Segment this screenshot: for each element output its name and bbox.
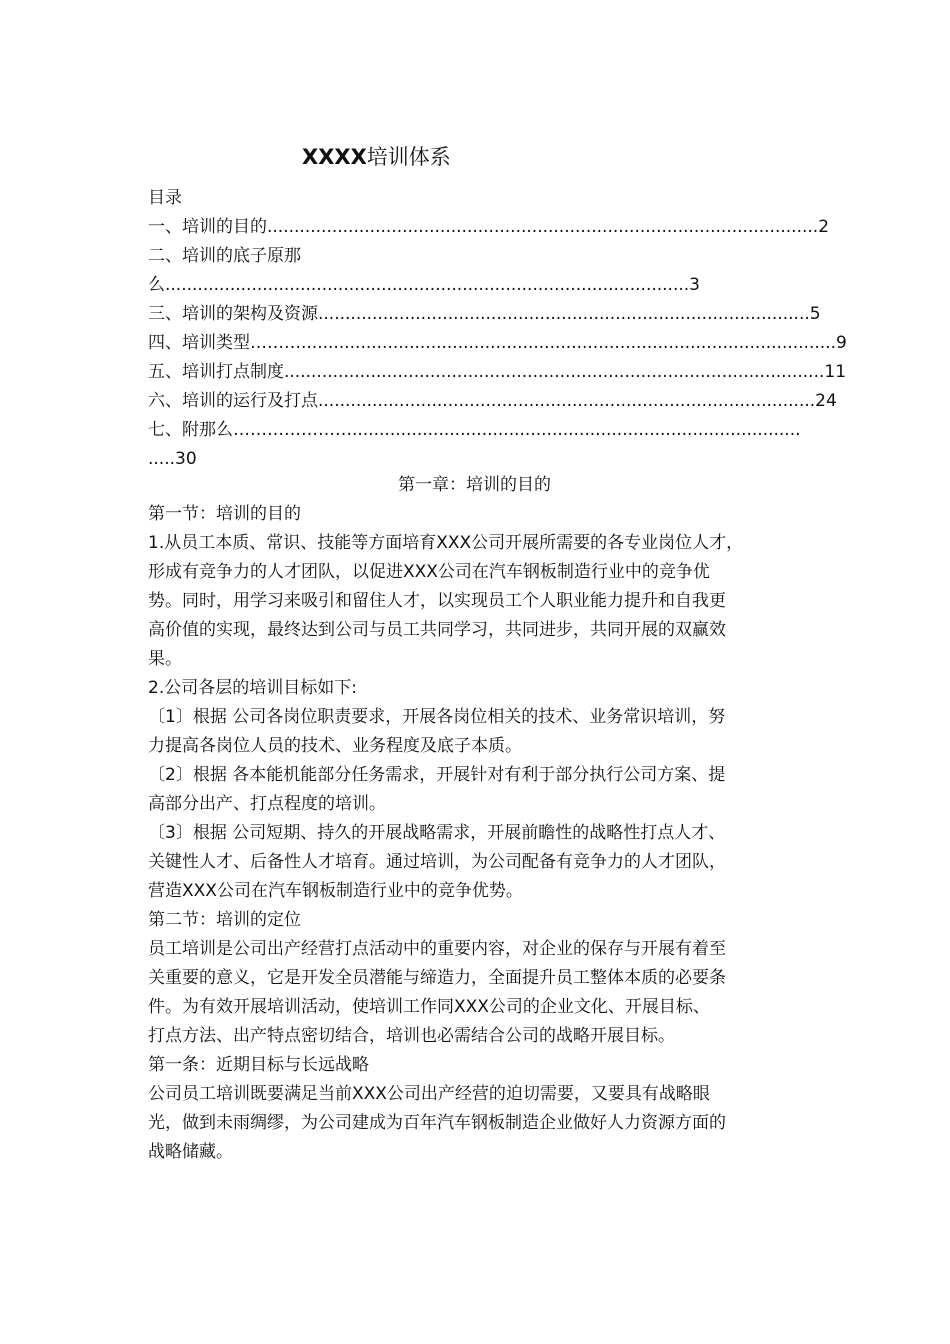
- section-heading: 第二节：培训的定位: [148, 910, 301, 930]
- paragraph-line: 关重要的意义，它是开发全员潜能与缔造力，全面提升员工整体本质的必要条: [148, 968, 726, 988]
- toc-entry-2a: 二、培训的底子原那: [148, 246, 301, 266]
- paragraph-line: 势。同时，用学习来吸引和留住人才，以实现员工个人职业能力提升和自我更: [148, 591, 726, 611]
- paragraph-line: 光，做到未雨绸缪，为公司建成为百年汽车钢板制造企业做好人力资源方面的: [148, 1113, 726, 1133]
- toc-entry-2b: 么.................................................................................................3: [148, 275, 700, 295]
- toc-entry-1: 一、培训的目的......................................................................................................2: [148, 217, 830, 237]
- document-title: [302, 142, 451, 172]
- paragraph-line: 〔3〕根据 公司短期、持久的开展战略需求，开展前瞻性的战略性打点人才、: [148, 823, 726, 843]
- paragraph-line: 力提高各岗位人员的技术、业务程度及底子本质。: [148, 736, 522, 756]
- paragraph-line: 2.公司各层的培训目标如下:: [148, 678, 357, 698]
- paragraph-line: 件。为有效开展培训活动，使培训工作同XXX公司的企业文化、开展目标、: [148, 997, 710, 1017]
- paragraph-line: 形成有竞争力的人才团队，以促进XXX公司在汽车钢板制造行业中的竞争优: [148, 562, 710, 582]
- paragraph-line: 员工培训是公司出产经营打点活动中的重要内容，对企业的保存与开展有着至: [148, 939, 726, 959]
- paragraph-line: 果。: [148, 649, 182, 669]
- paragraph-line: 1.从员工本质、常识、技能等方面培育XXX公司开展所需要的各专业岗位人才，: [148, 533, 744, 553]
- toc-entry-6: 六、培训的运行及打点............................................................................................24: [148, 391, 837, 411]
- section-heading: 第一节：培训的目的: [148, 504, 301, 524]
- toc-heading: 目录: [148, 188, 182, 208]
- toc-entry-4: 四、培训类型………...................................................................................................9: [148, 333, 847, 353]
- paragraph-line: 关键性人才、后备性人才培育。通过培训，为公司配备有竞争力的人才团队，: [148, 852, 726, 872]
- paragraph-line: 战略储藏。: [148, 1142, 233, 1162]
- article-heading: 第一条：近期目标与长远战略: [148, 1055, 369, 1075]
- paragraph-line: 公司员工培训既要满足当前XXX公司出产经营的迫切需要，又要具有战略眼: [148, 1084, 710, 1104]
- toc-entry-5: 五、培训打点制度....................................................................................................11: [148, 362, 847, 382]
- paragraph-line: 高部分出产、打点程度的培训。: [148, 794, 386, 814]
- paragraph-line: 营造XXX公司在汽车钢板制造行业中的竞争优势。: [148, 881, 523, 901]
- toc-entry-7b: .....30: [148, 449, 197, 469]
- title-chinese: 培训体系: [366, 145, 451, 169]
- chapter-heading: 第一章：培训的目的: [398, 475, 551, 495]
- title-latin: XXXX: [302, 145, 367, 169]
- toc-entry-3: 三、培训的架构及资源...........................................................................................5: [148, 304, 821, 324]
- paragraph-line: 打点方法、出产特点密切结合，培训也必需结合公司的战略开展目标。: [148, 1026, 675, 1046]
- paragraph-line: 〔2〕根据 各本能机能部分任务需求，开展针对有利于部分执行公司方案、提: [148, 765, 726, 785]
- paragraph-line: 〔1〕根据 公司各岗位职责要求，开展各岗位相关的技术、业务常识培训，努: [148, 707, 726, 727]
- toc-entry-7a: 七、附那么…………………...................................................................................: [148, 420, 801, 440]
- paragraph-line: 高价值的实现，最终达到公司与员工共同学习，共同进步，共同开展的双赢效: [148, 620, 726, 640]
